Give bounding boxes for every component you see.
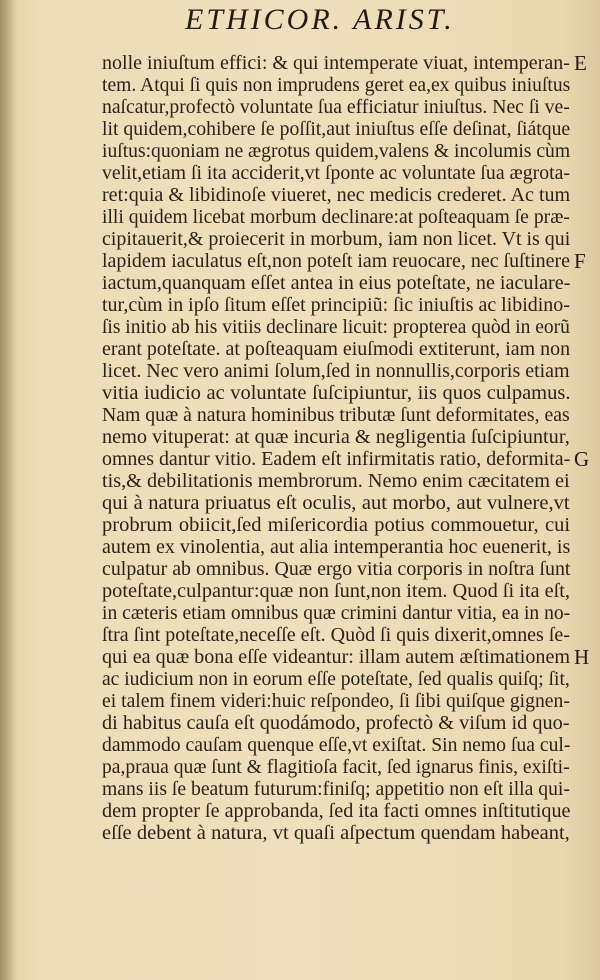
running-head: ETHICOR. ARIST. [185, 3, 455, 36]
margin-letter: E [574, 51, 587, 75]
text-line: qui ea quæ bona eſſe videantur: illam autem æſtimationem [102, 646, 571, 668]
text-line: tur,cùm in ipſo ſitum eſſet principiũ: ſic iniuſtis ac libidino- [102, 294, 570, 316]
gutter-shadow [0, 0, 18, 980]
text-line: licet. Nec vero animi ſolum,ſed in nonnullis,corporis etiam [102, 360, 570, 382]
text-line: iactum,quanquam eſſet antea in eius poteſtate, ne iaculare- [102, 272, 571, 294]
text-line: qui à natura priuatus eſt oculis, aut morbo, aut vulnere,vt [102, 492, 570, 514]
text-line: vitia iudicio ac voluntate ſuſcipiuntur, iis quos culpamus. [102, 382, 571, 404]
margin-letter: F [574, 249, 586, 273]
margin-letter: H [574, 645, 590, 669]
text-line: tis,& debilitationis membrorum. Nemo enim cæcitatem ei [102, 470, 570, 492]
text-line: eſſe debent à natura, vt quaſi aſpectum quendam habeant, [102, 822, 570, 844]
text-line: omnes dantur vitio. Eadem eſt infirmitatis ratio, deformita- [102, 448, 571, 470]
text-line: velit,etiam ſi ita acciderit,vt ſponte ac voluntate ſua ægrota- [102, 162, 570, 184]
text-line: ei talem finem videri:huic reſpondeo, ſi ſibi quiſque gignen- [102, 690, 570, 712]
text-line: culpatur ab omnibus. Quæ ergo vitia corporis in noſtra ſunt [102, 558, 571, 580]
margin-letter: G [574, 447, 590, 471]
text-line: mans iis ſe beatum futurum:finiſq; appetitio non eſt illa qui- [102, 778, 570, 800]
text-line: tem. Atqui ſi quis non imprudens geret ea,ex quibus iniuſtus [102, 74, 571, 96]
text-line: autem ex vinolentia, aut alia intemperantia hoc euenerit, is [102, 536, 571, 558]
text-line: nolle iniuſtum effici: & qui intemperate viuat, intemperan- [102, 52, 570, 74]
text-line: iuſtus:quoniam ne ægrotus quidem,valens & incolumis cùm [102, 140, 571, 162]
text-line: nemo vituperat: at quæ incuria & negligentia ſuſcipiuntur, [102, 426, 570, 448]
text-line: erant poteſtate. at poſteaquam eiuſmodi extiterunt, iam non [102, 338, 571, 360]
text-line: Nam quæ à natura hominibus tributæ ſunt deformitates, eas [102, 404, 570, 426]
body-text [102, 52, 572, 844]
text-line: ac iudicium non in eorum eſſe poteſtate, ſed qualis quiſq; ſit, [102, 668, 570, 690]
text-line: probrum obiicit,ſed miſericordia potius commouetur, cui [102, 514, 571, 536]
text-line: dem propter ſe approbanda, ſed ita facti omnes inſtitutique [102, 800, 571, 822]
text-line: ret:quia & libidinoſe viueret, nec medicis crederet. Ac tum [102, 184, 571, 206]
text-line: lapidem iaculatus eſt,non poteſt iam reuocare, nec ſuſtinere [102, 250, 571, 272]
text-line: lit quidem,cohibere ſe poſſit,aut iniuſtus eſſe deſinat, ſiátque [102, 118, 571, 140]
text-line: ſis initio ab his vitiis declinare licuit: propterea quòd in eorũ [102, 316, 570, 338]
text-line: pa,praua quæ ſunt & flagitioſa facit, ſed ignarus finis, exiſti- [102, 756, 570, 778]
text-line: naſcatur,profectò voluntate ſua efficiatur iniuſtus. Nec ſi ve- [102, 96, 570, 118]
text-line: ſtra ſint poteſtate,neceſſe eſt. Quòd ſi quis dixerit,omnes ſe- [102, 624, 570, 646]
text-line: di habitus cauſa eſt quodámodo, profectò & viſum id quo- [102, 712, 570, 734]
text-line: in cæteris etiam omnibus quæ crimini dantur vitia, ea in no- [102, 602, 571, 624]
text-line: poteſtate,culpantur:quæ non ſunt,non item. Quod ſi ita eſt, [102, 580, 570, 602]
text-line: dammodo cauſam quenque eſſe,vt exiſtat. Sin nemo ſua cul- [102, 734, 571, 756]
text-line: illi quidem licebat morbum declinare:at poſteaquam ſe præ- [102, 206, 570, 228]
text-line: cipitauerit,& proiecerit in morbum, iam non licet. Vt is qui [102, 228, 571, 250]
